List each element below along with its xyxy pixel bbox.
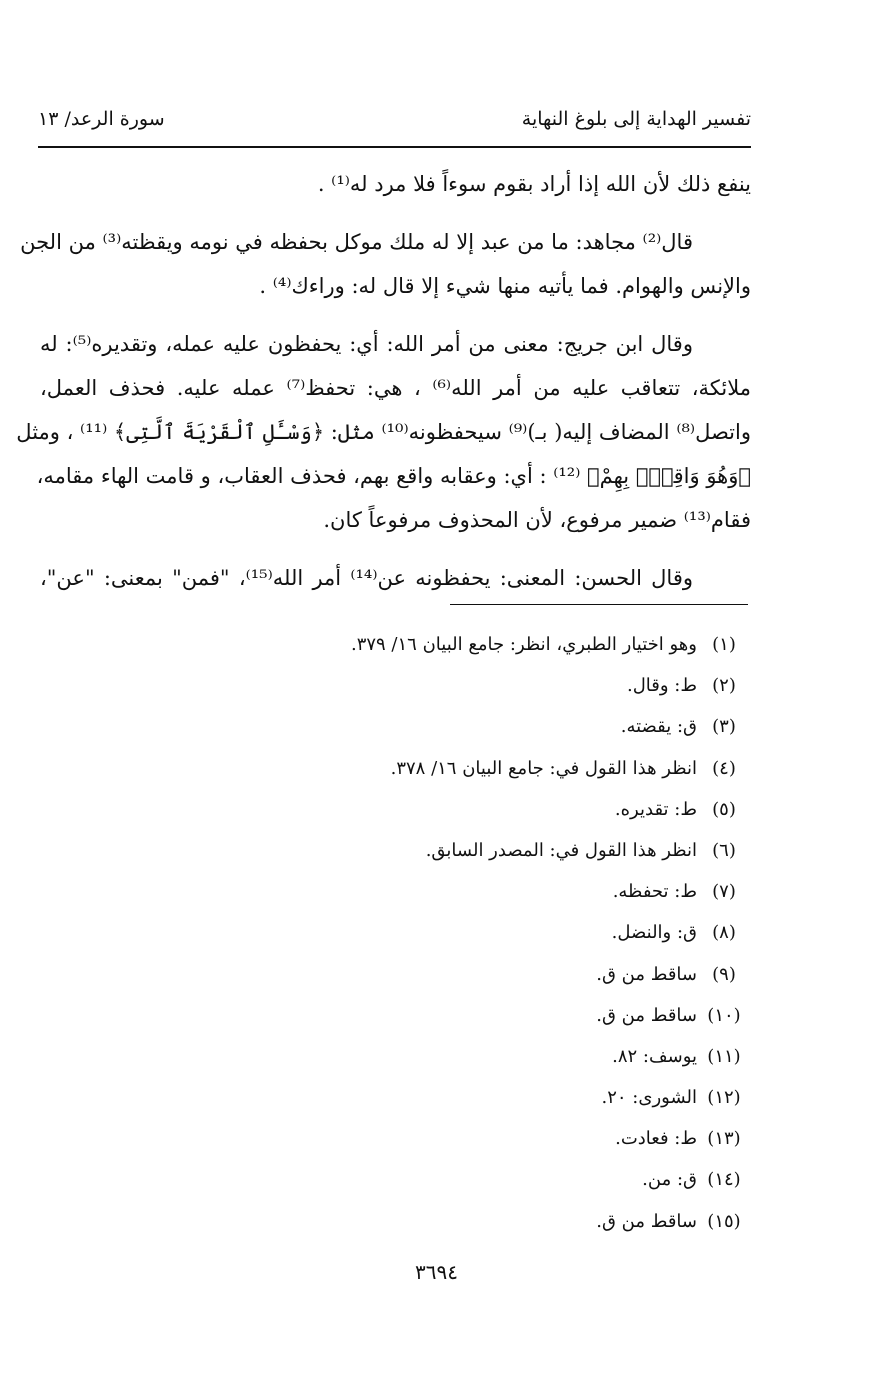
footnote-number: (٩) — [712, 963, 736, 985]
footnote-number: (٣) — [712, 716, 736, 738]
footnote — [40, 1036, 751, 1077]
footnotes — [40, 624, 751, 1242]
footnote-text: انظر هذا القول في: جامع البيان ١٦/ ٣٧٨. — [390, 757, 697, 779]
footnote-text: ط: تحفظه. — [612, 881, 697, 903]
footnote — [40, 665, 751, 706]
footnote-text: ساقط من ق. — [596, 1210, 697, 1232]
footnote-separator — [450, 604, 748, 605]
footnote-number: (١١) — [707, 1045, 741, 1067]
text-line: فقام⁽¹³⁾ ضمير مرفوع، لأن المحذوف مرفوعاً كان. — [323, 508, 751, 532]
footnote — [40, 912, 751, 953]
footnote — [40, 1201, 751, 1242]
footnote — [40, 830, 751, 871]
footnote-number: (١٤) — [707, 1169, 741, 1191]
footnote-number: (٥) — [712, 798, 736, 820]
footnote-number: (٧) — [712, 881, 736, 903]
footnote-number: (٦) — [712, 839, 736, 861]
footnote-number: (٨) — [712, 922, 736, 944]
footnote — [40, 789, 751, 830]
footnote-number: (٤) — [712, 757, 736, 779]
footnote-number: (١٥) — [707, 1210, 741, 1232]
footnote-number: (١٣) — [707, 1128, 741, 1150]
footnote-text: ق: والنضل. — [611, 922, 697, 944]
book-title: تفسير الهداية إلى بلوغ النهاية — [521, 108, 751, 130]
header-rule — [38, 146, 751, 148]
text-line: والإنس والهوام. فما يأتيه منها شيء إلا قال له: وراءك⁽⁴⁾ . — [259, 274, 751, 298]
footnote — [40, 1159, 751, 1200]
footnote — [40, 871, 751, 912]
footnote-number: (١٢) — [707, 1087, 741, 1109]
footnote — [40, 954, 751, 995]
footnote-text: ط: وقال. — [626, 675, 697, 697]
footnote-text: وهو اختيار الطبري، انظر: جامع البيان ١٦/ ٣٧٩. — [350, 634, 697, 655]
text-line: وقال الحسن: المعنى: يحفظونه عن⁽¹⁴⁾ أمر الله⁽¹⁵⁾، "فمن" بمعنى: "عن"، — [40, 566, 694, 590]
text-line: وقال ابن جريج: معنى من أمر الله: أي: يحفظون عليه عمله، وتقديره⁽⁵⁾: له — [40, 332, 693, 356]
footnote-number: (١٠) — [707, 1004, 741, 1026]
text-line: واتصل⁽⁸⁾ المضاف إليه( بـ)⁽⁹⁾ سيحفظونه⁽¹⁰⁾ مثل: ﴿وَسْـَٔلِ ٱلْقَرْيَةَ ٱلَّتِى﴾ ⁽¹¹⁾ ، ومثل — [16, 420, 751, 444]
footnote-text: ط: فعادت. — [615, 1128, 697, 1150]
text-line: ينفع ذلك لأن الله إذا أراد بقوم سوءاً فلا مرد له⁽¹⁾ . — [317, 172, 751, 196]
footnote-text: ق: يقضته. — [620, 716, 697, 738]
main-text — [16, 162, 751, 600]
surah-title: سورة الرعد/ ١٣ — [38, 108, 165, 130]
text-line: ﴿وَهُوَ وَاقِعٌۢ بِهِمْ﴾ ⁽¹²⁾ : أي: وعقابه واقع بهم، فحذف العقاب، و قامت الهاء مقامه، — [36, 464, 751, 488]
footnote-text: ط: تقديره. — [614, 798, 697, 820]
footnote — [40, 748, 751, 789]
running-header — [38, 108, 751, 142]
footnote-text: يوسف: ٨٢. — [612, 1045, 697, 1067]
footnote-text: انظر هذا القول في: المصدر السابق. — [425, 839, 697, 861]
footnote-number: (١) — [712, 634, 736, 655]
text-line: قال⁽²⁾ مجاهد: ما من عبد إلا له ملك موكل بحفظه في نومه ويقظته⁽³⁾ من الجن — [20, 230, 693, 254]
page-number: ٣٦٩٤ — [415, 1260, 458, 1284]
footnote — [40, 706, 751, 747]
footnote — [40, 1077, 751, 1118]
footnote-text: ساقط من ق. — [596, 1004, 697, 1026]
footnote — [40, 995, 751, 1036]
footnote — [40, 1118, 751, 1159]
footnote-text: الشورى: ٢٠. — [601, 1087, 697, 1109]
footnote-number: (٢) — [712, 675, 736, 697]
text-line: ملائكة، تتعاقب عليه من أمر الله⁽⁶⁾ ، هي: تحفظ⁽⁷⁾ عمله عليه. فحذف العمل، — [40, 376, 751, 400]
footnote-text: ق: من. — [642, 1169, 697, 1191]
footnote — [40, 624, 751, 665]
footnote-text: ساقط من ق. — [596, 963, 697, 985]
